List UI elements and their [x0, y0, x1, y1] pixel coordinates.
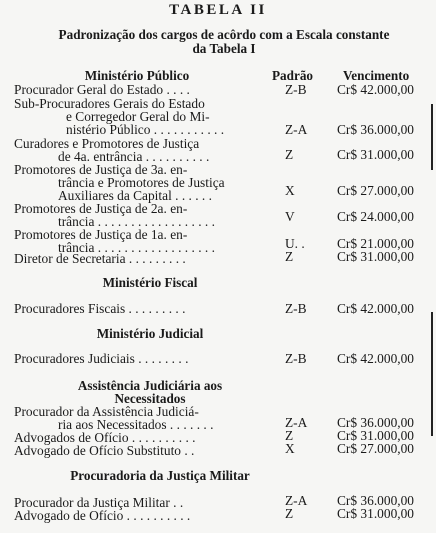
- row-vencimento: Cr$ 31.000,00: [337, 249, 414, 264]
- row-label-line: Advogado de Ofício . . . . . . . . . .: [14, 508, 191, 523]
- row-label-line: de 4a. entrância . . . . . . . . . .: [58, 149, 210, 164]
- row-padrao: Z: [285, 249, 294, 264]
- row-padrao: Z: [285, 428, 294, 443]
- row-label-line: Procuradores Judiciais . . . . . . . .: [14, 351, 189, 366]
- row-label-line: trância . . . . . . . . . . . . . . . . . .: [58, 240, 215, 255]
- row-vencimento: Cr$ 31.000,00: [337, 506, 414, 521]
- subtitle-line-2: da Tabela I: [192, 41, 256, 56]
- row-label-line: Advogado de Ofício Substituto . .: [14, 443, 195, 458]
- row-label-line: Procuradores Fiscais . . . . . . . . .: [14, 301, 186, 316]
- row-label-line: nistério Público . . . . . . . . . . .: [66, 122, 225, 137]
- row-label-line: Promotores de Justiça de 1a. en-: [14, 227, 188, 242]
- row-label-line: ria aos Necessitados . . . . . . .: [58, 417, 214, 432]
- row-vencimento: Cr$ 42.000,00: [337, 351, 414, 366]
- row-vencimento: Cr$ 36.000,00: [337, 415, 414, 430]
- row-label-line: Procurador da Justiça Militar . .: [14, 495, 184, 510]
- row-padrao: Z-A: [285, 493, 308, 508]
- row-vencimento: Cr$ 24.000,00: [337, 209, 414, 224]
- row-padrao: Z: [285, 506, 294, 521]
- row-vencimento: Cr$ 27.000,00: [337, 183, 414, 198]
- row-label-line: e Corregedor Geral do Mi-: [66, 109, 210, 124]
- row-padrao: Z-B: [285, 351, 307, 366]
- section-title-assistencia-judiciaria: Assistência Judiciária aos: [77, 378, 223, 393]
- row-label-line: Diretor de Secretaria . . . . . . . . .: [14, 251, 186, 266]
- row-padrao: U. .: [285, 236, 305, 251]
- section-title-assistencia-judiciaria-line-2: Necessitados: [114, 391, 186, 406]
- row-label-line: Auxiliares da Capital . . . . . .: [58, 188, 212, 203]
- row-padrao: Z-B: [285, 301, 307, 316]
- section-title-procuradoria-justica-militar: Procuradoria da Justiça Militar: [70, 468, 250, 483]
- column-header-padrao: Padrão: [272, 68, 314, 83]
- row-vencimento: Cr$ 42.000,00: [337, 301, 414, 316]
- row-padrao: X: [285, 441, 295, 456]
- row-label-line: Promotores de Justiça de 2a. en-: [14, 201, 188, 216]
- row-padrao: Z-B: [285, 82, 307, 97]
- row-padrao: Z-A: [285, 122, 308, 137]
- section-title-ministerio-judicial: Ministério Judicial: [96, 326, 204, 341]
- row-vencimento: Cr$ 36.000,00: [337, 493, 414, 508]
- row-padrao: Z: [285, 147, 294, 162]
- subtitle-line-1: Padronização dos cargos de acôrdo com a Escala constante: [58, 27, 390, 42]
- row-vencimento: Cr$ 27.000,00: [337, 441, 414, 456]
- row-label-line: Procurador Geral do Estado . . . .: [14, 82, 190, 97]
- row-label-line: trância . . . . . . . . . . . . . . . . . .: [58, 214, 215, 229]
- row-label-line: trância e Promotores de Justiça: [58, 175, 225, 190]
- row-label-line: Advogados de Ofício . . . . . . . . . .: [14, 430, 196, 445]
- section-title-ministerio-fiscal: Ministério Fiscal: [102, 275, 198, 290]
- row-label-line: Curadores e Promotores de Justiça: [14, 136, 200, 151]
- row-label-line: Procurador da Assistência Judiciá-: [14, 404, 199, 419]
- table-title: TABELA II: [169, 2, 267, 18]
- row-vencimento: Cr$ 21.000,00: [337, 236, 414, 251]
- row-padrao: Z-A: [285, 415, 308, 430]
- row-vencimento: Cr$ 36.000,00: [337, 122, 414, 137]
- column-rule: [431, 312, 433, 436]
- table-subtitle: [14, 28, 434, 56]
- row-vencimento: Cr$ 31.000,00: [337, 147, 414, 162]
- row-padrao: X: [285, 183, 295, 198]
- section-title-ministerio-publico: Ministério Público: [84, 68, 190, 83]
- column-header-vencimento: Vencimento: [343, 68, 410, 83]
- row-padrao: V: [285, 209, 295, 224]
- row-label-line: Sub-Procuradores Gerais do Estado: [14, 96, 205, 111]
- row-vencimento: Cr$ 42.000,00: [337, 82, 414, 97]
- row-label-line: Promotores de Justiça de 3a. en-: [14, 162, 188, 177]
- row-vencimento: Cr$ 31.000,00: [337, 428, 414, 443]
- column-rule: [431, 104, 433, 170]
